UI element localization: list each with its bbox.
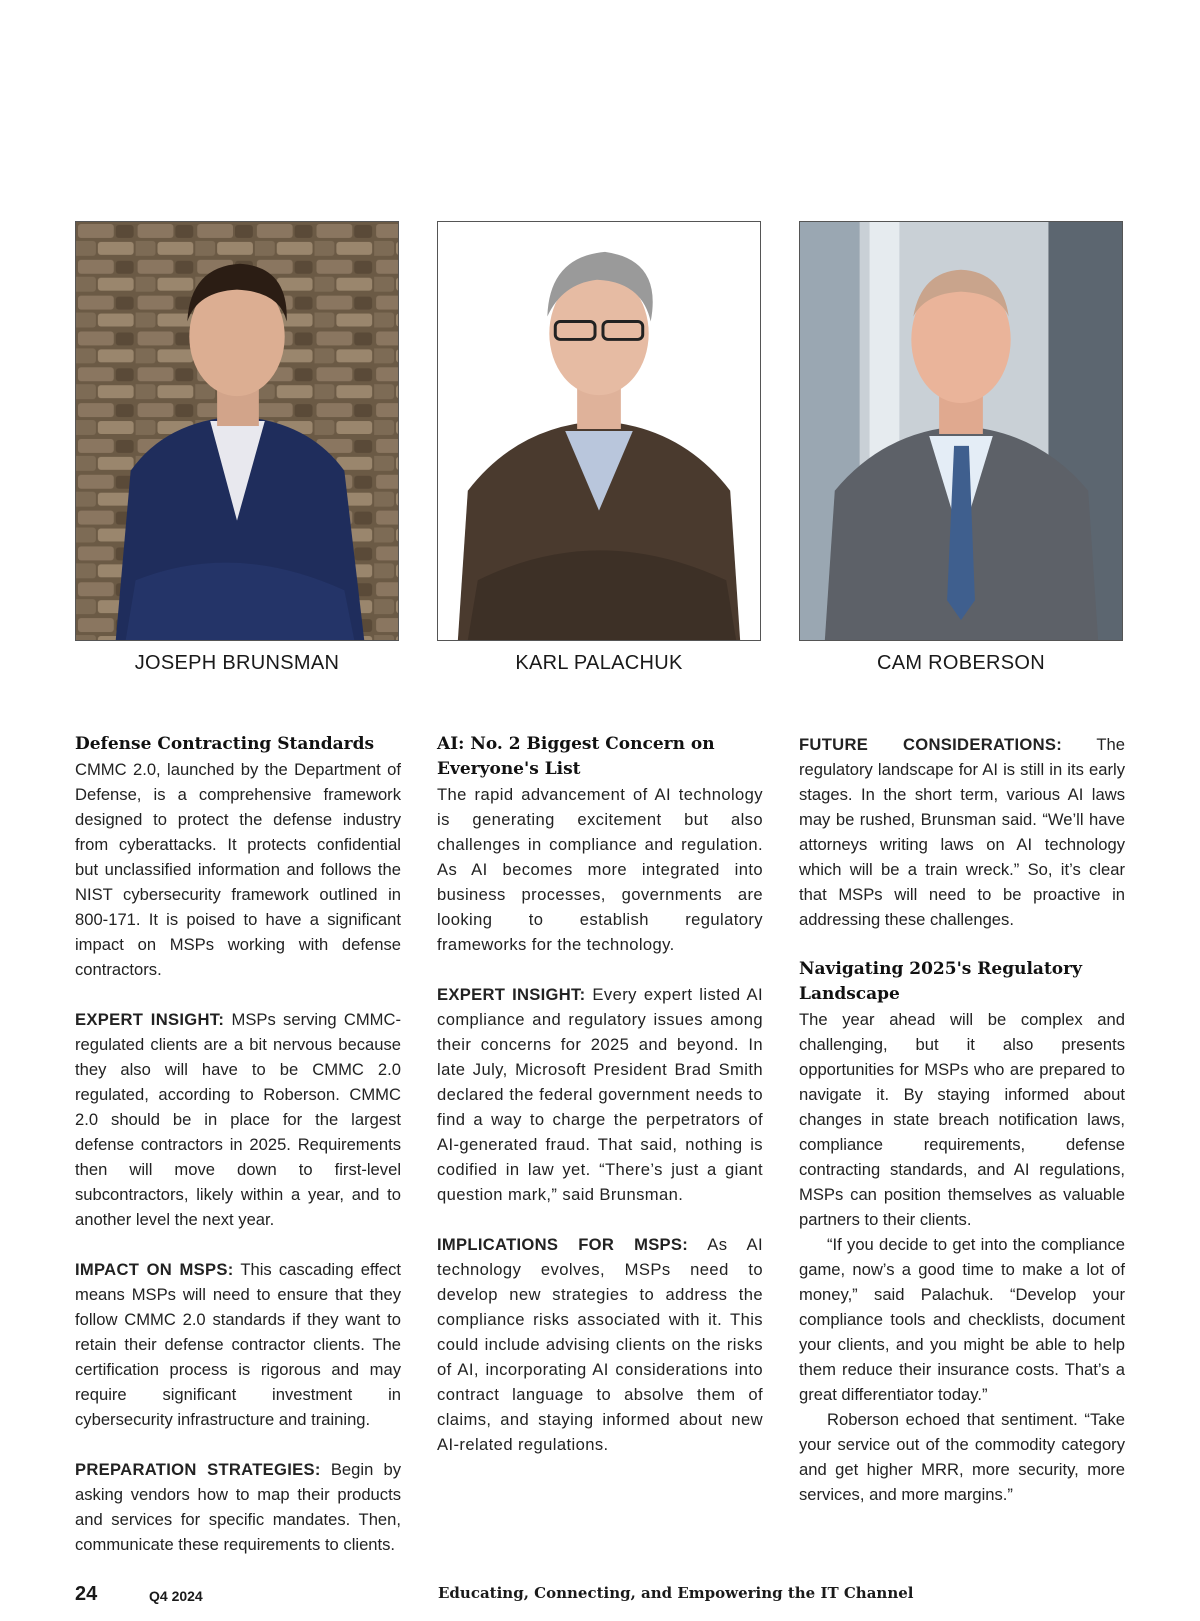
section-heading: AI: No. 2 Biggest Concern on Everyone's List: [437, 734, 715, 779]
paragraph-quote-roberson: Roberson echoed that sentiment. “Take your service out of the commodity category and get higher MRR, more security, more services, and more margins.”: [799, 1410, 1125, 1504]
name-caption-brunsman: JOSEPH BRUNSMAN: [134, 652, 340, 674]
column-navigating-2025: [799, 732, 1125, 1507]
lead-in: IMPLICATIONS FOR MSPS:: [437, 1235, 689, 1254]
paragraph-future-considerations: FUTURE CONSIDERATIONS: The regulatory landscape for AI is still in its early stages. In the short term, various AI laws may be rushed, Brunsman said. “We’ll have attorneys writing laws on AI technology which will be a train wreck.” So, it’s clear that MSPs will need to be proactive in addressing these challenges.: [799, 735, 1125, 929]
paragraph-expert-insight: EXPERT INSIGHT: MSPs serving CMMC-regulated clients are a bit nervous because they also will have to be CMMC 2.0 regulated, according to Roberson. CMMC 2.0 should be in place for the largest defense contractors in 2025. Requirements then will move down to first-level subcontractors, likely within a year, and to another level the next year.: [75, 1010, 401, 1229]
lead-in: IMPACT ON MSPS:: [75, 1260, 234, 1279]
page-number: 24: [75, 1583, 98, 1605]
paragraph-preparation: PREPARATION STRATEGIES: Begin by asking vendors how to map their products and services for specific mandates. Then, communicate these requirements to clients.: [75, 1460, 401, 1554]
name-caption-roberson: CAM ROBERSON: [876, 652, 1046, 674]
lead-in: FUTURE CONSIDERATIONS:: [799, 735, 1063, 754]
paragraph-quote-palachuk: “If you decide to get into the compliance game, now’s a good time to make a lot of money,” said Palachuk. “Develop your compliance tools and checklists, document your clients, and you might be able to help them reduce their insurance costs. That’s a great differentiator today.”: [799, 1235, 1125, 1404]
paragraph-expert-insight: EXPERT INSIGHT: Every expert listed AI compliance and regulatory issues among their concerns for 2025 and beyond. In late July, Microsoft President Brad Smith declared the federal government needs to find a way to charge the perpetrators of AI-generated fraud. That said, nothing is codified in law yet. “There’s just a giant question mark,” said Brunsman.: [437, 985, 763, 1204]
column-defense-standards: [75, 732, 401, 1557]
photo-karl-palachuk: [437, 221, 761, 641]
issue-label: Q4 2024: [149, 1588, 203, 1604]
paragraph-impact: IMPACT ON MSPS: This cascading effect means MSPs will need to ensure that they follow CMMC 2.0 standards if they want to retain their defense contractor clients. The certification process is rigorous and may require significant investment in cybersecurity infrastructure and training.: [75, 1260, 401, 1429]
section-heading: Navigating 2025's Regulatory Landscape: [799, 959, 1082, 1004]
section-heading: Defense Contracting Standards: [75, 734, 375, 754]
photo-joseph-brunsman: [75, 221, 399, 641]
photo-cam-roberson: [799, 221, 1123, 641]
lead-in: EXPERT INSIGHT:: [75, 1010, 225, 1029]
footer-tagline: Educating, Connecting, and Empowering the IT Channel: [438, 1584, 914, 1602]
column-ai-concern: [437, 732, 763, 1457]
name-caption-palachuk: KARL PALACHUK: [515, 652, 683, 674]
paragraph-body: The year ahead will be complex and challenging, but it also presents opportunities for MSPs who are prepared to navigate it. By staying informed about changes in state breach notification laws, compliance requirements, defense contracting standards, and AI regulations, MSPs can position themselves as valuable partners to their clients.: [799, 1010, 1125, 1229]
paragraph-intro: The rapid advancement of AI technology is generating excitement but also challenges in compliance and regulation. As AI becomes more integrated into business processes, governments are looking to establish regulatory frameworks for the technology.: [437, 785, 763, 954]
paragraph-intro: CMMC 2.0, launched by the Department of Defense, is a comprehensive framework designed to protect the defense industry from cyberattacks. It protects confidential but unclassified information and follows the NIST cybersecurity framework outlined in 800-171. It is poised to have a significant impact on MSPs working with defense contractors.: [75, 760, 401, 979]
paragraph-implications: IMPLICATIONS FOR MSPS: As AI technology evolves, MSPs need to develop new strategies to address the compliance risks associated with it. This could include advising clients on the risks of AI, incorporating AI considerations into contract language to absolve them of claims, and staying informed about new AI-related regulations.: [437, 1235, 763, 1454]
lead-in: PREPARATION STRATEGIES:: [75, 1460, 321, 1479]
lead-in: EXPERT INSIGHT:: [437, 985, 586, 1004]
